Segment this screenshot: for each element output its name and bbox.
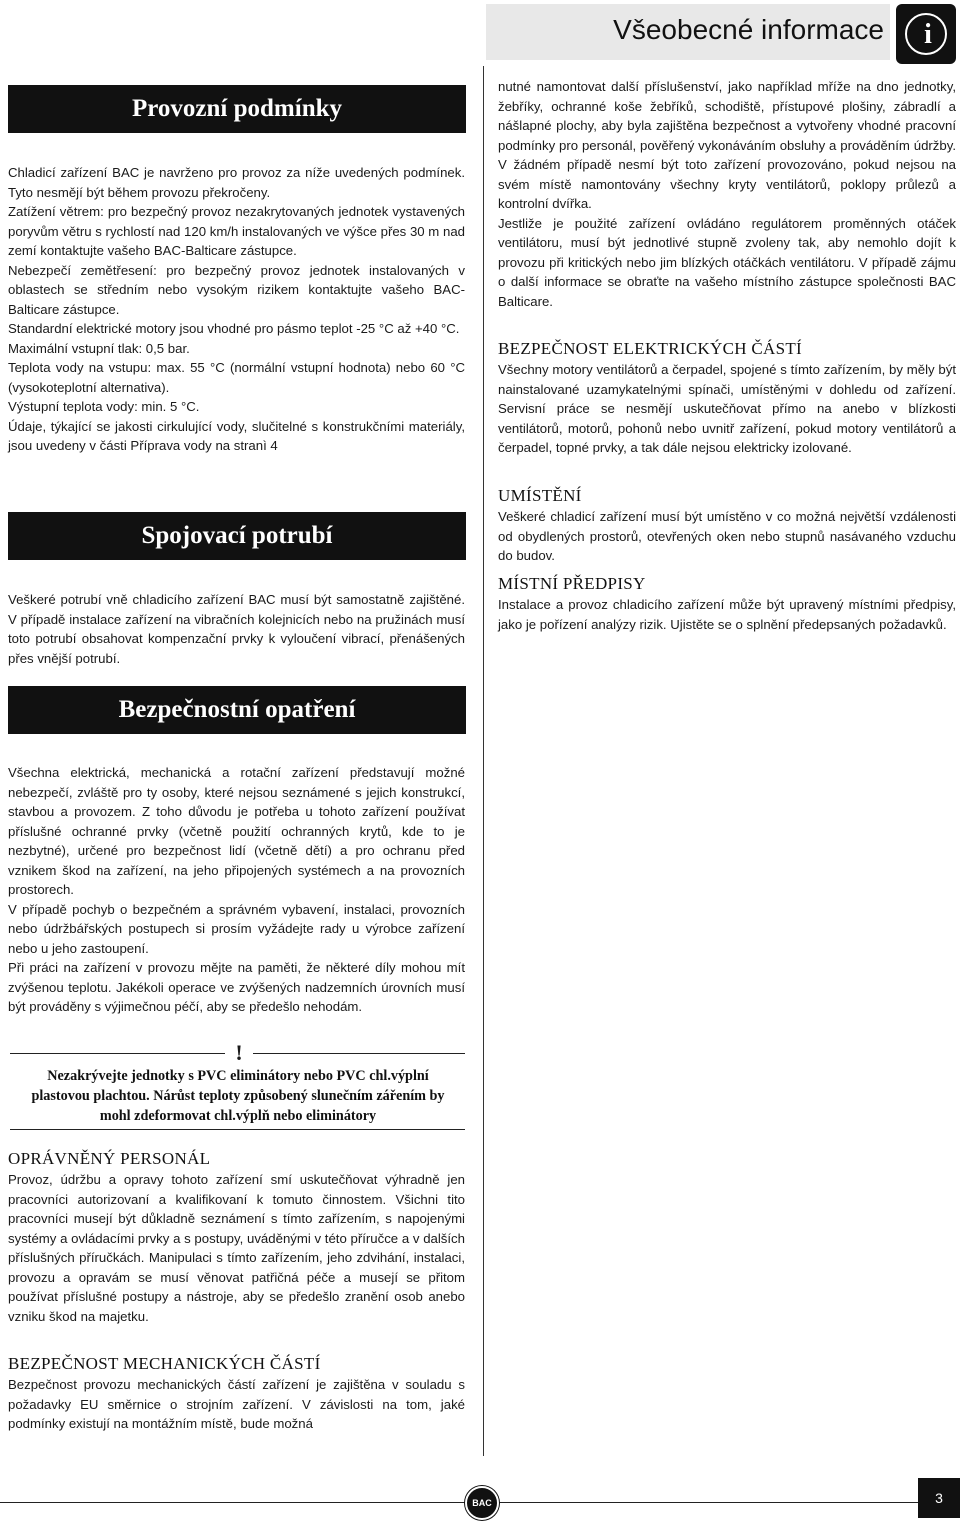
bezpecnost-elektrickych-casti-section: [498, 338, 956, 458]
section-heading: UMÍSTĚNÍ: [498, 486, 582, 505]
paragraph: Teplota vody na vstupu: max. 55 °C (normální vstupní hodnota) nebo 60 °C (vysokoteplotní alternativa).: [8, 360, 465, 395]
paragraph: Standardní elektrické motory jsou vhodné pro pásmo teplot -25 °C až +40 °C.: [8, 321, 460, 336]
paragraph: Údaje, týkající se jakosti cirkulující vody, slučitelné s konstrukčními materiály, jsou uvedeny v části Příprava vody na stranì 4: [8, 418, 465, 453]
provozni-podminky-text: [8, 163, 465, 456]
opravneny-personal-section: [8, 1148, 465, 1326]
section-banner-provozni-podminky: Provozní podmínky: [8, 85, 466, 133]
paragraph: Zatížení větrem: pro bezpečný provoz nezakrytovaných jednotek vystavených poryvům větru s rychlostí nad 120 km/h instalovaných ve výšce přes 30 m nad zemí kontaktujte vašeho BAC-Balticare zástupce.: [8, 204, 465, 258]
paragraph: Chladicí zařízení BAC je navrženo pro provoz za níže uvedených podmínek. Tyto nesmějí být během provozu překročeny.: [8, 165, 465, 200]
paragraph: Výstupní teplota vody: min. 5 °C.: [8, 399, 200, 414]
section-heading: BEZPEČNOST ELEKTRICKÝCH ČÁSTÍ: [498, 339, 803, 358]
column-divider: [483, 66, 484, 1456]
warning-rule-left: [10, 1053, 225, 1054]
page-number: 3: [918, 1478, 960, 1518]
warning-box: [8, 1040, 466, 1132]
section-heading: OPRÁVNĚNÝ PERSONÁL: [8, 1149, 211, 1168]
section-heading: MÍSTNÍ PŘEDPISY: [498, 574, 646, 593]
paragraph: nutné namontovat další příslušenství, jako například mříže na dno jednotky, žebříky, ochranné koše žebříků, schodiště, přístupové plošiny, zábradlí a nášlapné plochy, aby byla zajištěna bezpečnost a vytvořeny vhodné pracovní podmínky pro personál, pověřený vykonáváním obsluhy a prováděním údržby. V žádném případě nesmí být toto zařízení provozováno, pokud nejsou na svém místě namontovány všechny kryty ventilátorů, poklopy průlezů a kontrolní dvířka.: [498, 79, 956, 211]
paragraph: Maximální vstupní tlak: 0,5 bar.: [8, 340, 190, 356]
paragraph: Veškeré potrubí vně chladicího zařízení BAC musí být samostatně zajištěné. V případě instalace zařízení na vibračních kolejnicích nebo na pružinách musí toto potrubí obsahovat kompenzační prvky k vyloučení vibrací, přenášených přes vnější potrubí.: [8, 592, 465, 666]
paragraph: Při práci na zařízení v provozu mějte na paměti, že některé díly mohou mít zvýšenou teplotu. Jakékoli operace ve zvýšených nadzemních úrovních musí být prováděny s výjimečnou péčí, aby se předešlo nehodám.: [8, 960, 465, 1014]
paragraph: V případě pochyb o bezpečném a správném vybavení, instalaci, provozních nebo údržbářských postupech si prosím vyžádejte rady u výrobce zařízení nebo u jeho zastoupení.: [8, 901, 465, 956]
section-banner-bezpecnostni-opatreni: Bezpečnostní opatření: [8, 686, 466, 734]
paragraph: Všechna elektrická, mechanická a rotační zařízení představují možné nebezpečí, zvláště pro ty osoby, které nejsou seznámené s jejich konstrukcí, stavbou a provozem. Z toho důvodu je potřeba u tohoto zařízení používat příslušné ochranné prvky (včetně použití ochranných krytů, kde to je nezbytné), určené pro bezpečnost lidí (včetně dětí) a pro ochranu před vznikem škod na zařízení, na jeho připojených systémech a na provozních prostorech.: [8, 765, 465, 897]
bac-logo: BAC: [465, 1486, 499, 1520]
warning-text: Nezakrývejte jednotky s PVC eliminátory nebo PVC chl.výplní plastovou plachtou. Nárůst teploty způsobený slunečním zářením by mohl zdeformovat chl.výplň nebo eliminátory: [31, 1068, 445, 1124]
paragraph: Instalace a provoz chladicího zařízení může být upravený místními předpisy, jako je pořízení analýzy rizik. Ujistěte se o splnění předepsaných požadavků.: [498, 597, 956, 632]
paragraph: Veškeré chladicí zařízení musí být umístěno v co možná největší vzdálenosti od obydlených prostorů, otevřených oken nebo stupnů nasávaného vzduchu do budov.: [498, 509, 956, 563]
info-icon: [896, 4, 956, 64]
bezpecnost-mechanickych-casti-section: [8, 1353, 465, 1434]
paragraph: Jestliže je použité zařízení ovládáno regulátorem proměnných otáček ventilátoru, musí být jednotlivé stupně zvoleny tak, aby nemohlo dojít k provozu při kritických nebo jim blízkých otáčkách ventilátoru. V případě zájmu o další informace se obraťte na vašeho místního zástupce společnosti BAC Balticare.: [498, 215, 956, 309]
info-icon-ring: [905, 13, 947, 55]
footer-rule: [0, 1502, 918, 1503]
right-intro-text: [498, 77, 956, 311]
warning-rule-right: [253, 1053, 465, 1054]
page-header-title: Všeobecné informace: [613, 14, 884, 45]
bezpecnostni-opatreni-text: [8, 763, 465, 1017]
warning-rule-bottom: [10, 1129, 465, 1130]
paragraph: Provoz, údržbu a opravy tohoto zařízení smí uskutečňovat výhradně jen pracovníci autorizovaní a kvalifikovaní k tomuto činnostem. Všichni tito pracovníci musejí být důkladně seznámení s tímto zařízením, s napojenými systémy a ovládacími prvky a s postupy, uváděnými v této příručce a v dalších příslušných příručkách. Manipulaci s tímto zařízením, jeho zdvihání, instalaci, provozu a opravám se musí věnovat patřičná péče a musejí se přitom používat příslušné postupy a nástroje, aby se předešlo zranění osob anebo vzniku škod na majetku.: [8, 1172, 465, 1324]
warning-icon: !: [235, 1040, 243, 1065]
section-heading: BEZPEČNOST MECHANICKÝCH ČÁSTÍ: [8, 1354, 321, 1373]
paragraph: Nebezpečí zemětřesení: pro bezpečný provoz jednotek instalovaných v oblastech se středním nebo vysokým rizikem kontaktujte vašeho BAC-Balticare zástupce.: [8, 262, 465, 317]
mistni-predpisy-section: [498, 573, 956, 634]
section-banner-spojovaci-potrubi: Spojovací potrubí: [8, 512, 466, 560]
umisteni-section: [498, 485, 956, 566]
spojovaci-potrubi-text: [8, 590, 465, 668]
paragraph: Bezpečnost provozu mechanických částí zařízení je zajištěna v souladu s požadavky EU směrnice o strojním zařízení. V závislosti na tom, jaké podmínky existují na montážním místě, bude možná: [8, 1377, 465, 1431]
paragraph: Všechny motory ventilátorů a čerpadel, spojené s tímto zařízením, by měly být nainstalované uzamykatelnými spínači, umístěnými v dohledu od zařízení. Servisní práce se nesmějí uskutečňovat přímo na anebo v blízkosti ventilátorů, motorů, pohonů nebo uvnitř zařízení, pokud motory ventilátorů a čerpadel, topné prvky, a tak dále nejsou elektricky izolované.: [498, 362, 956, 455]
info-icon-letter: i: [924, 19, 932, 50]
